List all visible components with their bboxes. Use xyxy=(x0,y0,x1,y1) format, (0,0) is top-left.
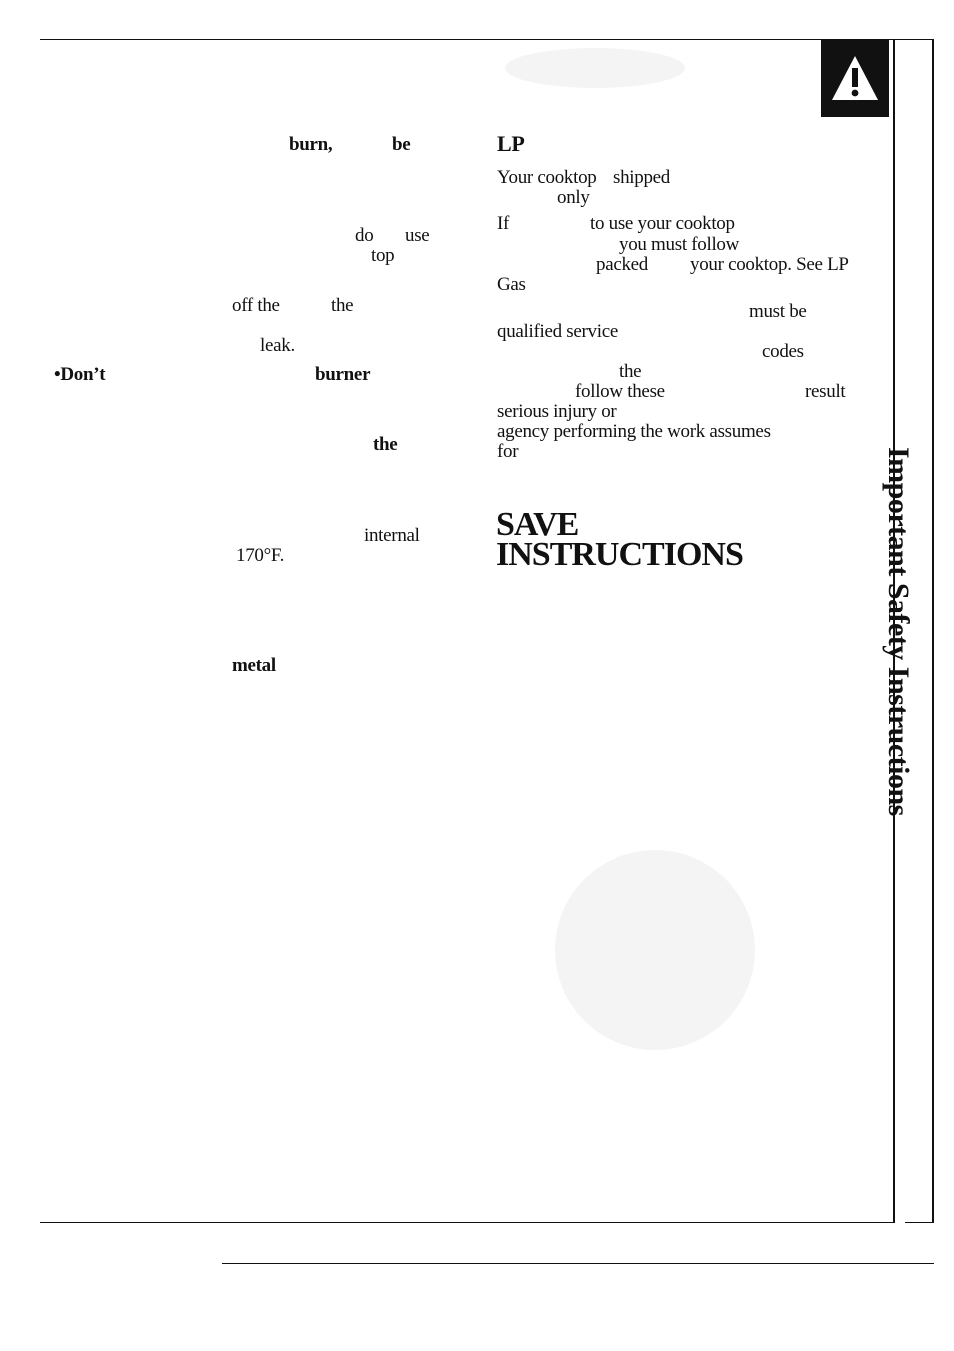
text-codes: codes xyxy=(762,341,804,362)
text-you-must-follow: you must follow xyxy=(619,234,740,255)
text-the: the xyxy=(619,361,642,382)
word-the-bold: the xyxy=(373,434,398,455)
warning-icon xyxy=(821,40,889,117)
scan-speckle xyxy=(555,850,755,1050)
heading-save: SAVE xyxy=(496,506,579,543)
word-leak: leak. xyxy=(260,335,295,356)
word-temperature: 170°F. xyxy=(236,545,285,566)
word-do: do xyxy=(355,225,374,246)
top-rule xyxy=(40,39,933,40)
text-to-use-your-cooktop: to use your cooktop xyxy=(590,213,735,234)
text-must-be: must be xyxy=(749,301,807,322)
word-the: the xyxy=(331,295,354,316)
text-packed: packed xyxy=(596,254,648,275)
text-gas: Gas xyxy=(497,274,526,295)
word-metal: metal xyxy=(232,655,276,676)
side-tab-title: Important Safety Instructions xyxy=(882,447,915,816)
word-dont: •Don’t xyxy=(54,364,106,385)
word-burner: burner xyxy=(315,364,371,385)
word-internal: internal xyxy=(364,525,420,546)
text-result: result xyxy=(805,381,846,402)
text-if: If xyxy=(497,213,510,234)
lp-heading: LP xyxy=(497,131,525,156)
scan-speckle xyxy=(505,48,685,88)
text-for: for xyxy=(497,441,519,462)
word-top: top xyxy=(371,245,395,266)
bottom-rule xyxy=(40,1222,893,1223)
word-be: be xyxy=(392,134,411,155)
text-serious-injury-or: serious injury or xyxy=(497,401,617,422)
word-burn: burn, xyxy=(289,134,333,155)
word-use: use xyxy=(405,225,430,246)
heading-instructions: INSTRUCTIONS xyxy=(496,536,743,573)
footer-rule xyxy=(222,1263,934,1264)
side-panel-right-border xyxy=(932,39,934,1223)
text-follow-these: follow these xyxy=(575,381,665,402)
side-panel-bottom-tick xyxy=(905,1222,932,1223)
text-your-cooktop-see-lp: your cooktop. See LP xyxy=(690,254,849,275)
word-off-the: off the xyxy=(232,295,280,316)
text-qualified-service: qualified service xyxy=(497,321,618,342)
text-your-cooktop: Your cooktop xyxy=(497,167,597,188)
text-agency-performing: agency performing the work assumes xyxy=(497,421,771,442)
text-only: only xyxy=(557,187,590,208)
text-shipped: shipped xyxy=(613,167,671,188)
